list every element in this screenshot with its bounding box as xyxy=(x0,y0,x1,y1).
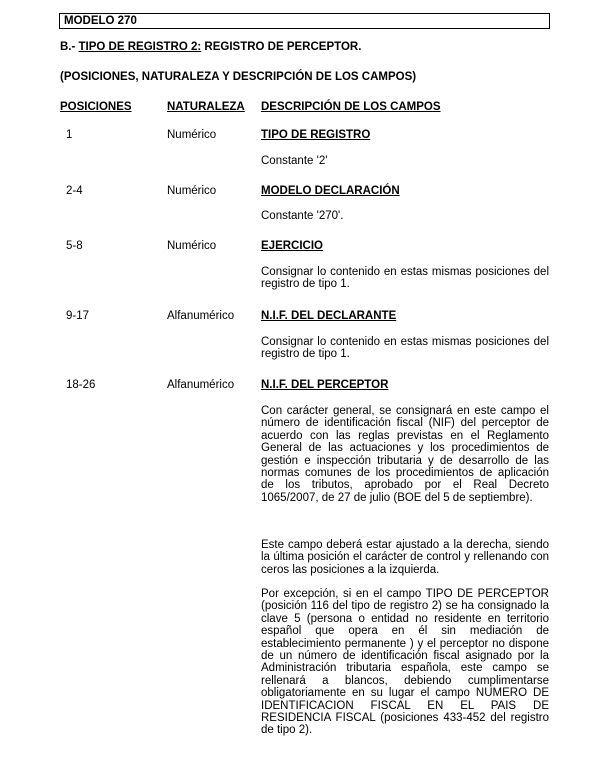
row-description: Consignar lo contenido en estas mismas posiciones del registro de tipo 1. xyxy=(261,336,549,361)
row-nature: Numérico xyxy=(167,185,217,197)
row-position: 9-17 xyxy=(66,310,90,322)
column-header-posiciones: POSICIONES xyxy=(60,101,132,113)
row-position: 2-4 xyxy=(66,185,83,197)
section-underlined: TIPO DE REGISTRO 2: xyxy=(78,41,202,53)
row-field-name: TIPO DE REGISTRO xyxy=(261,129,371,141)
section-rest: REGISTRO DE PERCEPTOR. xyxy=(201,41,362,53)
row-description: Con carácter general, se consignará en este campo el número de identificación fiscal (NIF) del perceptor de acuerdo con las reglas previstas en el Reglamento General de las actuaciones y los procedimientos de gestión e inspección tributaria y de desarrollo de las normas comunes de los procedimientos de aplicación de los tributos, aprobado por el Real Decreto 1065/2007, de 27 de julio (BOE del 5 de septiembre). xyxy=(261,405,549,504)
section-title xyxy=(60,41,361,53)
row-field-name: MODELO DECLARACIÓN xyxy=(261,185,400,197)
row-description: Por excepción, si en el campo TIPO DE PERCEPTOR (posición 116 del tipo de registro 2) se ha consignado la clave 5 (persona o entidad no residente en territorio español que opera en él sin mediación de establecimiento permanente ) y el perceptor no dispone de un número de identificación fiscal asignado por la Administración tributaria española, este campo se rellenará a blancos, debiendo cumplimentarse obligatoriamente en su lugar el campo NUMERO DE IDENTIFICACION FISCAL EN EL PAIS DE RESIDENCIA FISCAL (posiciones 433-452 del registro de tipo 2). xyxy=(261,588,549,737)
row-description: Constante '270'. xyxy=(261,210,344,222)
row-field-name: N.I.F. DEL DECLARANTE xyxy=(261,310,397,322)
row-position: 1 xyxy=(66,129,73,141)
row-description: Constante '2' xyxy=(261,155,328,167)
row-description: Este campo deberá estar ajustado a la derecha, siendo la última posición el carácter de control y rellenando con ceros las posiciones a la izquierda. xyxy=(261,539,549,576)
row-position: 18-26 xyxy=(66,379,96,391)
row-nature: Numérico xyxy=(167,129,217,141)
section-prefix: B.- xyxy=(60,41,79,53)
row-field-name: EJERCICIO xyxy=(261,240,323,252)
row-nature: Alfanumérico xyxy=(167,379,235,391)
row-nature: Alfanumérico xyxy=(167,310,235,322)
model-header xyxy=(59,13,550,29)
row-description: Consignar lo contenido en estas mismas posiciones del registro de tipo 1. xyxy=(261,266,549,291)
column-header-naturaleza: NATURALEZA xyxy=(167,101,245,113)
row-nature: Numérico xyxy=(167,240,217,252)
row-position: 5-8 xyxy=(66,240,83,252)
column-header-descripcion: DESCRIPCIÓN DE LOS CAMPOS xyxy=(261,101,441,113)
section-subtitle: (POSICIONES, NATURALEZA Y DESCRIPCIÓN DE LOS CAMPOS) xyxy=(60,71,417,83)
model-title: MODELO 270 xyxy=(64,15,137,27)
row-field-name: N.I.F. DEL PERCEPTOR xyxy=(261,379,389,391)
